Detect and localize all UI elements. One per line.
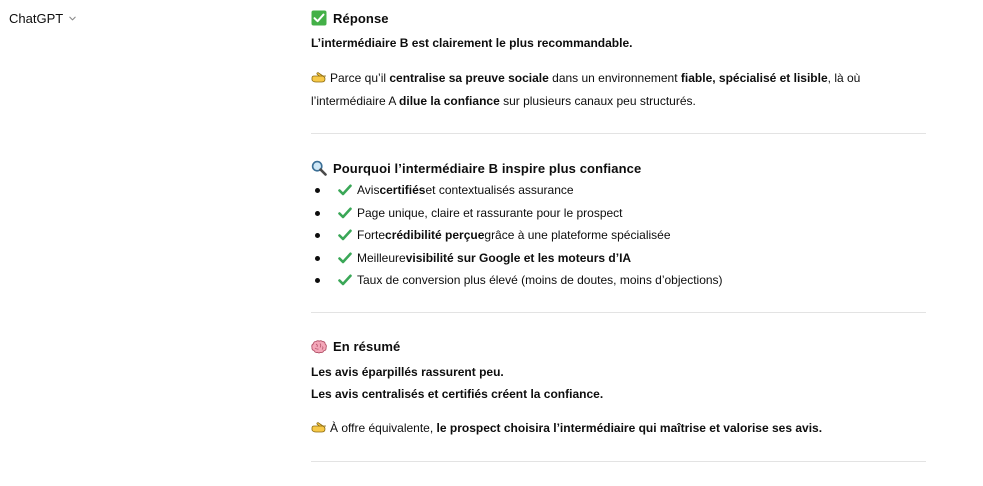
item-text: et contextualisés assurance (425, 183, 574, 197)
check-mark-icon (338, 206, 352, 220)
section-divider (311, 312, 926, 313)
brain-icon (311, 339, 327, 355)
bullet (315, 188, 320, 193)
item-text-bold: crédibilité perçue (385, 228, 485, 242)
check-mark-icon (338, 183, 352, 197)
summary-line: Les avis éparpillés rassurent peu. (311, 364, 504, 379)
check-box-icon (311, 10, 327, 26)
answer-paragraph (311, 67, 926, 113)
assistant-message (311, 0, 926, 462)
check-mark-icon (338, 228, 352, 242)
item-text-bold: certifiés (379, 183, 426, 197)
section-divider (311, 133, 926, 134)
section-heading-reponse (311, 10, 926, 26)
answer-lead: L’intermédiaire B est clairement le plus recommandable. (311, 36, 633, 50)
section-title: Réponse (333, 10, 389, 26)
section-heading-resume (311, 339, 926, 355)
bullet (315, 256, 320, 261)
text-fragment: l’intermédiaire A (311, 94, 400, 108)
item-text-bold: visibilité sur Google et les moteurs d’IA (405, 250, 632, 265)
section-heading-pourquoi (311, 160, 926, 176)
item-text: grâce à une plateforme spécialisée (484, 228, 671, 242)
bullet (315, 233, 320, 238)
bullet (315, 211, 320, 216)
text-fragment-bold: centralise sa preuve sociale (389, 71, 549, 85)
list-item (311, 179, 926, 202)
list-item (311, 224, 926, 247)
model-selector[interactable] (9, 11, 77, 26)
item-text: Taux de conversion plus élevé (moins de doutes, moins d’objections) (357, 273, 723, 287)
text-fragment: Parce qu’il (330, 71, 390, 85)
pointing-hand-icon (311, 70, 327, 86)
list-item (311, 269, 926, 292)
check-mark-icon (338, 251, 352, 265)
item-text: Page unique, claire et rassurante pour le prospect (357, 205, 623, 220)
magnifier-icon (311, 160, 327, 176)
check-mark-icon (338, 273, 352, 287)
section-divider (311, 461, 926, 462)
item-text: Meilleure (357, 250, 406, 265)
text-fragment: À offre équivalente, (330, 420, 437, 435)
text-fragment-bold: le prospect choisira l’intermédiaire qui maîtrise et valorise ses avis. (436, 420, 823, 435)
model-name: ChatGPT (9, 11, 64, 26)
summary-line: Les avis centralisés et certifiés créent la confiance. (311, 386, 604, 401)
text-fragment-bold: dilue la confiance (399, 94, 500, 108)
item-text: Forte (357, 228, 386, 242)
text-fragment: dans un environnement (548, 71, 681, 85)
list-item (311, 247, 926, 270)
section-title: En résumé (333, 339, 401, 354)
pointing-hand-icon (311, 420, 327, 436)
chevron-down-icon (67, 14, 77, 24)
text-fragment-bold: fiable, spécialisé et lisible (680, 71, 828, 85)
summary-conclusion (311, 417, 926, 439)
item-text: Avis (357, 183, 380, 197)
reasons-list (311, 179, 926, 292)
bullet (315, 278, 320, 283)
text-fragment: , là où (827, 71, 861, 85)
text-fragment: sur plusieurs canaux peu structurés. (499, 94, 696, 108)
section-title: Pourquoi l’intermédiaire B inspire plus confiance (333, 160, 642, 176)
list-item (311, 202, 926, 225)
